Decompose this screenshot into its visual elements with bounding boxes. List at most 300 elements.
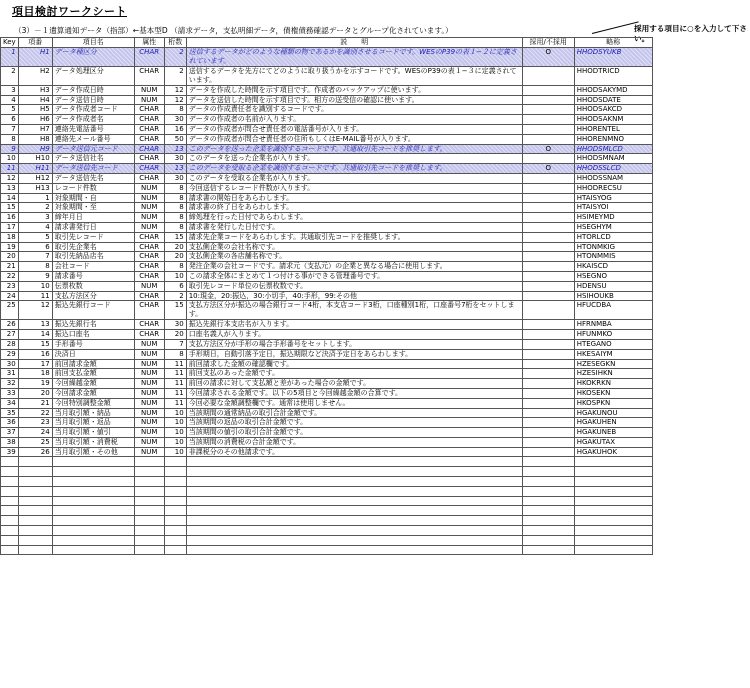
row-key: 28 xyxy=(1,339,19,349)
table-row xyxy=(1,242,653,252)
table-row xyxy=(1,369,653,379)
table-row xyxy=(1,173,653,183)
row-length: 12 xyxy=(164,85,186,95)
empty-cell xyxy=(574,535,652,545)
empty-cell xyxy=(1,545,19,555)
empty-row xyxy=(1,506,653,516)
row-adopt-cell[interactable]: O xyxy=(522,164,574,174)
empty-row xyxy=(1,486,653,496)
empty-cell xyxy=(186,496,522,506)
row-adopt-cell[interactable] xyxy=(522,183,574,193)
empty-row xyxy=(1,516,653,526)
row-item-no: 8 xyxy=(18,262,52,272)
row-item-name: 連絡先メール番号 xyxy=(52,134,134,144)
row-description: データの作成者が問合せ責任者の電話番号が入ります。 xyxy=(186,124,522,134)
row-type: CHAR xyxy=(134,330,164,340)
row-item-no: 5 xyxy=(18,232,52,242)
row-length: 10 xyxy=(164,437,186,447)
row-length: 11 xyxy=(164,379,186,389)
empty-cell xyxy=(164,457,186,467)
row-description: 今回請求される金額です。以下の5項目と今回繰越金額の合算です。 xyxy=(186,388,522,398)
row-item-name: 請求番号 xyxy=(52,271,134,281)
sheet-subtitle: （3）－１遺算通知データ（指部）←基本型D （請求データ，支払明細データ，債権債務確認データとグループ化されています。） xyxy=(14,26,453,35)
row-item-name: 決済日 xyxy=(52,349,134,359)
row-length: 11 xyxy=(164,369,186,379)
row-key: 37 xyxy=(1,428,19,438)
row-adopt-cell[interactable] xyxy=(522,252,574,262)
row-type: CHAR xyxy=(134,154,164,164)
table-row xyxy=(1,252,653,262)
row-code: HFRNMBA xyxy=(574,320,652,330)
empty-cell xyxy=(18,486,52,496)
table-row xyxy=(1,398,653,408)
empty-cell xyxy=(52,526,134,536)
row-code: HGAKUNOU xyxy=(574,408,652,418)
row-type: NUM xyxy=(134,222,164,232)
row-adopt-cell[interactable] xyxy=(522,222,574,232)
row-code: HHODSAKYMD xyxy=(574,85,652,95)
row-type: CHAR xyxy=(134,164,164,174)
empty-cell xyxy=(134,496,164,506)
row-type: CHAR xyxy=(134,124,164,134)
empty-cell xyxy=(164,545,186,555)
header-adopt: 採用/不採用 xyxy=(522,38,574,48)
empty-cell xyxy=(52,467,134,477)
row-item-no: 17 xyxy=(18,359,52,369)
row-item-name: レコード件数 xyxy=(52,183,134,193)
table-row xyxy=(1,428,653,438)
table-row xyxy=(1,115,653,125)
row-item-name: 締年月日 xyxy=(52,213,134,223)
row-code: HHODSYUKB xyxy=(574,47,652,66)
row-item-name: 当月取引額・値引 xyxy=(52,428,134,438)
row-item-no: 18 xyxy=(18,369,52,379)
table-row xyxy=(1,222,653,232)
row-type: CHAR xyxy=(134,115,164,125)
row-adopt-cell[interactable] xyxy=(522,95,574,105)
row-item-no: 20 xyxy=(18,388,52,398)
row-type: NUM xyxy=(134,213,164,223)
empty-cell xyxy=(134,467,164,477)
row-type: NUM xyxy=(134,85,164,95)
row-adopt-cell[interactable] xyxy=(522,437,574,447)
row-adopt-cell[interactable]: O xyxy=(522,144,574,154)
row-code: HKOSEKN xyxy=(574,388,652,398)
row-key: 19 xyxy=(1,242,19,252)
row-type: CHAR xyxy=(134,262,164,272)
row-code: HHORENTEL xyxy=(574,124,652,134)
empty-adopt-cell[interactable] xyxy=(522,467,574,477)
worksheet-table xyxy=(0,37,653,555)
empty-cell xyxy=(52,457,134,467)
row-type: CHAR xyxy=(134,47,164,66)
table-row xyxy=(1,447,653,457)
row-adopt-cell[interactable] xyxy=(522,388,574,398)
row-length: 12 xyxy=(164,95,186,105)
empty-row xyxy=(1,457,653,467)
row-description: 送信するデータがどのような種類の物であるかを識別させるコードです。WESのP39の表１−２に定義されています。 xyxy=(186,47,522,66)
empty-row xyxy=(1,477,653,487)
row-adopt-cell[interactable] xyxy=(522,105,574,115)
table-row xyxy=(1,134,653,144)
header-description: 説 明 xyxy=(186,38,522,48)
row-description: データを送信した時間を示す項目です。相方の送受信の確認に使います。 xyxy=(186,95,522,105)
row-adopt-cell[interactable] xyxy=(522,193,574,203)
row-length: 11 xyxy=(164,359,186,369)
row-description: 支払側企業の各店舗名称です。 xyxy=(186,252,522,262)
row-length: 10 xyxy=(164,271,186,281)
empty-cell xyxy=(1,535,19,545)
row-adopt-cell[interactable] xyxy=(522,339,574,349)
empty-cell xyxy=(186,545,522,555)
row-key: 5 xyxy=(1,105,19,115)
row-length: 10 xyxy=(164,408,186,418)
row-adopt-cell[interactable] xyxy=(522,398,574,408)
empty-cell xyxy=(134,535,164,545)
row-code: HZESEGKN xyxy=(574,359,652,369)
row-item-name: データ送信日時 xyxy=(52,95,134,105)
empty-cell xyxy=(52,496,134,506)
row-length: 2 xyxy=(164,47,186,66)
row-description: 振込先銀行本支店名が入ります。 xyxy=(186,320,522,330)
row-item-name: データ送信元コード xyxy=(52,144,134,154)
empty-adopt-cell[interactable] xyxy=(522,545,574,555)
row-item-name: データ処理区分 xyxy=(52,66,134,85)
row-length: 13 xyxy=(164,164,186,174)
row-description: 支払側企業の会社名称です。 xyxy=(186,242,522,252)
row-description: 当該期間の消費税の合計金額です。 xyxy=(186,437,522,447)
row-description: 請求書の開始日をあらわします。 xyxy=(186,193,522,203)
row-item-name: 振込先銀行名 xyxy=(52,320,134,330)
row-type: NUM xyxy=(134,183,164,193)
row-item-no: H3 xyxy=(18,85,52,95)
header-code: 略称 xyxy=(574,38,652,48)
row-item-name: 当月取引額・消費税 xyxy=(52,437,134,447)
row-length: 20 xyxy=(164,242,186,252)
row-code: HTEGANO xyxy=(574,339,652,349)
empty-row xyxy=(1,467,653,477)
row-adopt-cell[interactable] xyxy=(522,154,574,164)
row-item-name: 当月取引額・その他 xyxy=(52,447,134,457)
row-item-no: 4 xyxy=(18,222,52,232)
row-code: HSEGHYM xyxy=(574,222,652,232)
row-code: HHODSAKNM xyxy=(574,115,652,125)
row-item-name: データ種区分 xyxy=(52,47,134,66)
row-adopt-cell[interactable] xyxy=(522,115,574,125)
row-adopt-cell[interactable] xyxy=(522,447,574,457)
row-code: HSIMEYMD xyxy=(574,213,652,223)
empty-cell xyxy=(574,486,652,496)
row-item-no: 15 xyxy=(18,339,52,349)
empty-cell xyxy=(574,516,652,526)
empty-cell xyxy=(164,486,186,496)
row-key: 6 xyxy=(1,115,19,125)
row-item-name: データ作成者コード xyxy=(52,105,134,115)
row-code: HGAKUHOK xyxy=(574,447,652,457)
row-description: 前回請求した金額の確認欄です。 xyxy=(186,359,522,369)
row-adopt-cell[interactable] xyxy=(522,281,574,291)
row-length: 10 xyxy=(164,447,186,457)
row-adopt-cell[interactable] xyxy=(522,359,574,369)
row-key: 26 xyxy=(1,320,19,330)
row-length: 11 xyxy=(164,388,186,398)
row-type: CHAR xyxy=(134,66,164,85)
row-length: 8 xyxy=(164,203,186,213)
table-row xyxy=(1,232,653,242)
row-code: HTONMMIS xyxy=(574,252,652,262)
row-item-name: 手形番号 xyxy=(52,339,134,349)
row-item-no: H7 xyxy=(18,124,52,134)
table-body xyxy=(1,47,653,555)
empty-cell xyxy=(1,496,19,506)
row-item-no: 26 xyxy=(18,447,52,457)
empty-cell xyxy=(1,526,19,536)
empty-cell xyxy=(186,535,522,545)
row-type: NUM xyxy=(134,408,164,418)
row-adopt-cell[interactable] xyxy=(522,320,574,330)
empty-cell xyxy=(52,535,134,545)
row-description: このデータを受取る企業名が入ります。 xyxy=(186,173,522,183)
row-adopt-cell[interactable] xyxy=(522,291,574,301)
empty-adopt-cell[interactable] xyxy=(522,535,574,545)
row-length: 10 xyxy=(164,428,186,438)
empty-cell xyxy=(574,457,652,467)
row-adopt-cell[interactable] xyxy=(522,428,574,438)
empty-cell xyxy=(134,477,164,487)
empty-adopt-cell[interactable] xyxy=(522,506,574,516)
row-adopt-cell[interactable] xyxy=(522,134,574,144)
row-description: この請求全体にまとめて１つ付ける事ができる管理番号です。 xyxy=(186,271,522,281)
row-type: NUM xyxy=(134,379,164,389)
row-item-name: 前回支払金額 xyxy=(52,369,134,379)
table-row xyxy=(1,271,653,281)
row-code: HZESIHKN xyxy=(574,369,652,379)
row-key: 34 xyxy=(1,398,19,408)
row-description: 今回送信するレコード件数が入ります。 xyxy=(186,183,522,193)
row-length: 11 xyxy=(164,398,186,408)
table-row xyxy=(1,330,653,340)
row-code: HGAKUNEB xyxy=(574,428,652,438)
row-key: 38 xyxy=(1,437,19,447)
row-description: 当該期間の値引の取引合計金額です。 xyxy=(186,428,522,438)
row-length: 15 xyxy=(164,301,186,320)
row-adopt-cell[interactable] xyxy=(522,301,574,320)
row-type: CHAR xyxy=(134,144,164,154)
row-code: HHODSMLCD xyxy=(574,144,652,154)
row-key: 31 xyxy=(1,369,19,379)
row-adopt-cell[interactable] xyxy=(522,330,574,340)
row-item-name: 振込口座名 xyxy=(52,330,134,340)
row-code: HKOSPKN xyxy=(574,398,652,408)
row-key: 11 xyxy=(1,164,19,174)
row-key: 13 xyxy=(1,183,19,193)
row-code: HGAKUHEN xyxy=(574,418,652,428)
empty-cell xyxy=(574,506,652,516)
row-adopt-cell[interactable] xyxy=(522,85,574,95)
empty-row xyxy=(1,526,653,536)
row-key: 3 xyxy=(1,85,19,95)
empty-cell xyxy=(18,526,52,536)
table-row xyxy=(1,437,653,447)
row-adopt-cell[interactable] xyxy=(522,242,574,252)
table-row xyxy=(1,320,653,330)
empty-adopt-cell[interactable] xyxy=(522,516,574,526)
row-type: NUM xyxy=(134,428,164,438)
row-code: HHODRECSU xyxy=(574,183,652,193)
row-key: 18 xyxy=(1,232,19,242)
table-row xyxy=(1,105,653,115)
row-item-no: 10 xyxy=(18,281,52,291)
row-key: 9 xyxy=(1,144,19,154)
empty-cell xyxy=(52,506,134,516)
row-item-no: 24 xyxy=(18,428,52,438)
row-adopt-cell[interactable] xyxy=(522,379,574,389)
row-key: 15 xyxy=(1,203,19,213)
row-adopt-cell[interactable] xyxy=(522,213,574,223)
row-item-name: 請求書発行日 xyxy=(52,222,134,232)
empty-cell xyxy=(164,516,186,526)
empty-cell xyxy=(574,467,652,477)
empty-adopt-cell[interactable] xyxy=(522,477,574,487)
row-key: 25 xyxy=(1,301,19,320)
row-adopt-cell[interactable]: O xyxy=(522,47,574,66)
row-length: 8 xyxy=(164,349,186,359)
row-adopt-cell[interactable] xyxy=(522,66,574,85)
row-item-name: 今回繰越金額 xyxy=(52,379,134,389)
row-description: 非課税分のその他請求です。 xyxy=(186,447,522,457)
row-item-no: 9 xyxy=(18,271,52,281)
row-description: 取引先レコード単位の伝票枚数です。 xyxy=(186,281,522,291)
empty-cell xyxy=(186,516,522,526)
empty-cell xyxy=(1,506,19,516)
row-item-name: 取引先企業名 xyxy=(52,242,134,252)
row-key: 39 xyxy=(1,447,19,457)
empty-cell xyxy=(1,477,19,487)
table-row xyxy=(1,203,653,213)
row-type: NUM xyxy=(134,418,164,428)
row-item-no: H12 xyxy=(18,173,52,183)
row-code: HFUNMKO xyxy=(574,330,652,340)
empty-adopt-cell[interactable] xyxy=(522,457,574,467)
row-key: 12 xyxy=(1,173,19,183)
row-code: HHODSDATE xyxy=(574,95,652,105)
row-type: CHAR xyxy=(134,242,164,252)
empty-adopt-cell[interactable] xyxy=(522,496,574,506)
row-length: 20 xyxy=(164,252,186,262)
row-adopt-cell[interactable] xyxy=(522,232,574,242)
row-code: HKOKRKN xyxy=(574,379,652,389)
table-row xyxy=(1,379,653,389)
row-key: 32 xyxy=(1,379,19,389)
row-item-no: 6 xyxy=(18,242,52,252)
row-item-no: 7 xyxy=(18,252,52,262)
row-key: 33 xyxy=(1,388,19,398)
row-item-name: 今回請求金額 xyxy=(52,388,134,398)
row-description: データを作成した時間を示す項目です。作成者のバックアップに使います。 xyxy=(186,85,522,95)
row-adopt-cell[interactable] xyxy=(522,418,574,428)
row-key: 8 xyxy=(1,134,19,144)
empty-cell xyxy=(574,545,652,555)
row-description: 支払方法区分が手形の場合手形番号をセットします。 xyxy=(186,339,522,349)
row-adopt-cell[interactable] xyxy=(522,173,574,183)
row-type: CHAR xyxy=(134,252,164,262)
row-item-no: 25 xyxy=(18,437,52,447)
row-type: NUM xyxy=(134,447,164,457)
row-item-no: H2 xyxy=(18,66,52,85)
row-key: 1 xyxy=(1,47,19,66)
empty-cell xyxy=(134,486,164,496)
table-row xyxy=(1,301,653,320)
row-description: 前回支払のあった金額です。 xyxy=(186,369,522,379)
row-item-no: 12 xyxy=(18,301,52,320)
row-description: 請求先企業コードをあらわします。共通取引先コードを推奨します。 xyxy=(186,232,522,242)
row-item-name: 取引先レコード xyxy=(52,232,134,242)
table-row xyxy=(1,47,653,66)
empty-cell xyxy=(18,545,52,555)
table-row xyxy=(1,95,653,105)
row-description: 締処理を行った日付であらわします。 xyxy=(186,213,522,223)
row-item-name: データ送信先コード xyxy=(52,164,134,174)
empty-cell xyxy=(164,496,186,506)
empty-cell xyxy=(52,516,134,526)
row-adopt-cell[interactable] xyxy=(522,203,574,213)
row-key: 35 xyxy=(1,408,19,418)
row-item-name: データ送信先名 xyxy=(52,173,134,183)
row-code: HGAKUTAX xyxy=(574,437,652,447)
row-adopt-cell[interactable] xyxy=(522,349,574,359)
table-row xyxy=(1,281,653,291)
empty-cell xyxy=(186,526,522,536)
row-key: 17 xyxy=(1,222,19,232)
row-length: 8 xyxy=(164,262,186,272)
empty-cell xyxy=(164,506,186,516)
empty-cell xyxy=(186,467,522,477)
row-adopt-cell[interactable] xyxy=(522,408,574,418)
row-adopt-cell[interactable] xyxy=(522,369,574,379)
empty-adopt-cell[interactable] xyxy=(522,486,574,496)
empty-cell xyxy=(574,496,652,506)
row-item-name: データ作成者名 xyxy=(52,115,134,125)
row-item-no: H4 xyxy=(18,95,52,105)
row-type: NUM xyxy=(134,281,164,291)
row-item-no: H13 xyxy=(18,183,52,193)
row-description: データの作成責任者を識別するコードです。 xyxy=(186,105,522,115)
row-adopt-cell[interactable] xyxy=(522,271,574,281)
row-key: 30 xyxy=(1,359,19,369)
row-item-no: 23 xyxy=(18,418,52,428)
row-key: 23 xyxy=(1,281,19,291)
empty-cell xyxy=(164,477,186,487)
row-adopt-cell[interactable] xyxy=(522,124,574,134)
row-key: 29 xyxy=(1,349,19,359)
row-type: NUM xyxy=(134,95,164,105)
row-type: NUM xyxy=(134,193,164,203)
empty-cell xyxy=(1,486,19,496)
row-code: HHODTRICD xyxy=(574,66,652,85)
empty-cell xyxy=(164,526,186,536)
row-item-name: 伝票枚数 xyxy=(52,281,134,291)
row-item-no: H8 xyxy=(18,134,52,144)
row-code: HTONMKIG xyxy=(574,242,652,252)
row-type: NUM xyxy=(134,437,164,447)
row-item-no: H10 xyxy=(18,154,52,164)
row-item-no: 14 xyxy=(18,330,52,340)
row-adopt-cell[interactable] xyxy=(522,262,574,272)
empty-cell xyxy=(186,477,522,487)
empty-adopt-cell[interactable] xyxy=(522,526,574,536)
table-row xyxy=(1,124,653,134)
row-length: 30 xyxy=(164,173,186,183)
